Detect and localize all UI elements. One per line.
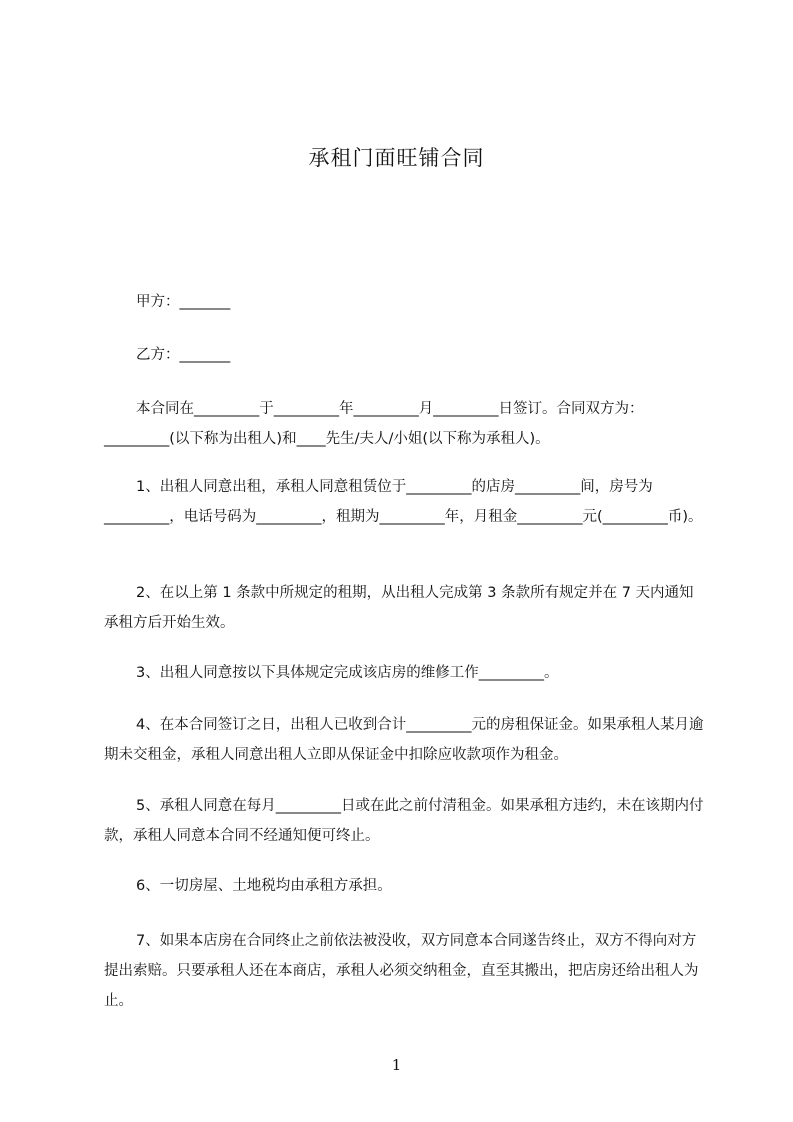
- clause-5: 5、承租人同意在每月_________日或在此之前付清租金。如果承租方违约，未在该期内付款，承租人同意本合同不经通知便可终止。: [104, 798, 704, 844]
- party-a-line: 甲方：_______: [136, 294, 231, 310]
- clause-6: 6、一切房屋、土地税均由承租方承担。: [136, 878, 392, 894]
- clause-2: 2、在以上第 1 条款中所规定的租期，从出租人完成第 3 条款所有规定并在 7 天内通知承租方后开始生效。: [104, 585, 694, 631]
- clause-1: 1、出租人同意出租，承租人同意租赁位于_________的店房_________间，房号为_________，电话号码为_________，租期为_________年，月租金_________元(_________币)。: [104, 479, 703, 525]
- page-number: 1: [391, 1056, 402, 1074]
- clause-4: 4、在本合同签订之日，出租人已收到合计_________元的房租保证金。如果承租人某月逾期未交租金，承租人同意出租人立即从保证金中扣除应收款项作为租金。: [104, 717, 704, 763]
- clause-3: 3、出租人同意按以下具体规定完成该店房的维修工作_________。: [136, 665, 559, 681]
- clause-7: 7、如果本店房在合同终止之前依法被没收，双方同意本合同遂告终止，双方不得向对方提出索赔。只要承租人还在本商店，承租人必须交纳租金，直至其搬出，把店房还给出租人为止。: [104, 933, 699, 1009]
- contract-preamble: 本合同在_________于_________年_________月_________日签订。合同双方为：_________(以下称为出租人)和____先生/夫人/小姐(以下称为承租人)。: [104, 401, 644, 447]
- document-title: 承租门面旺铺合同: [308, 146, 485, 170]
- party-b-line: 乙方：_______: [136, 347, 231, 363]
